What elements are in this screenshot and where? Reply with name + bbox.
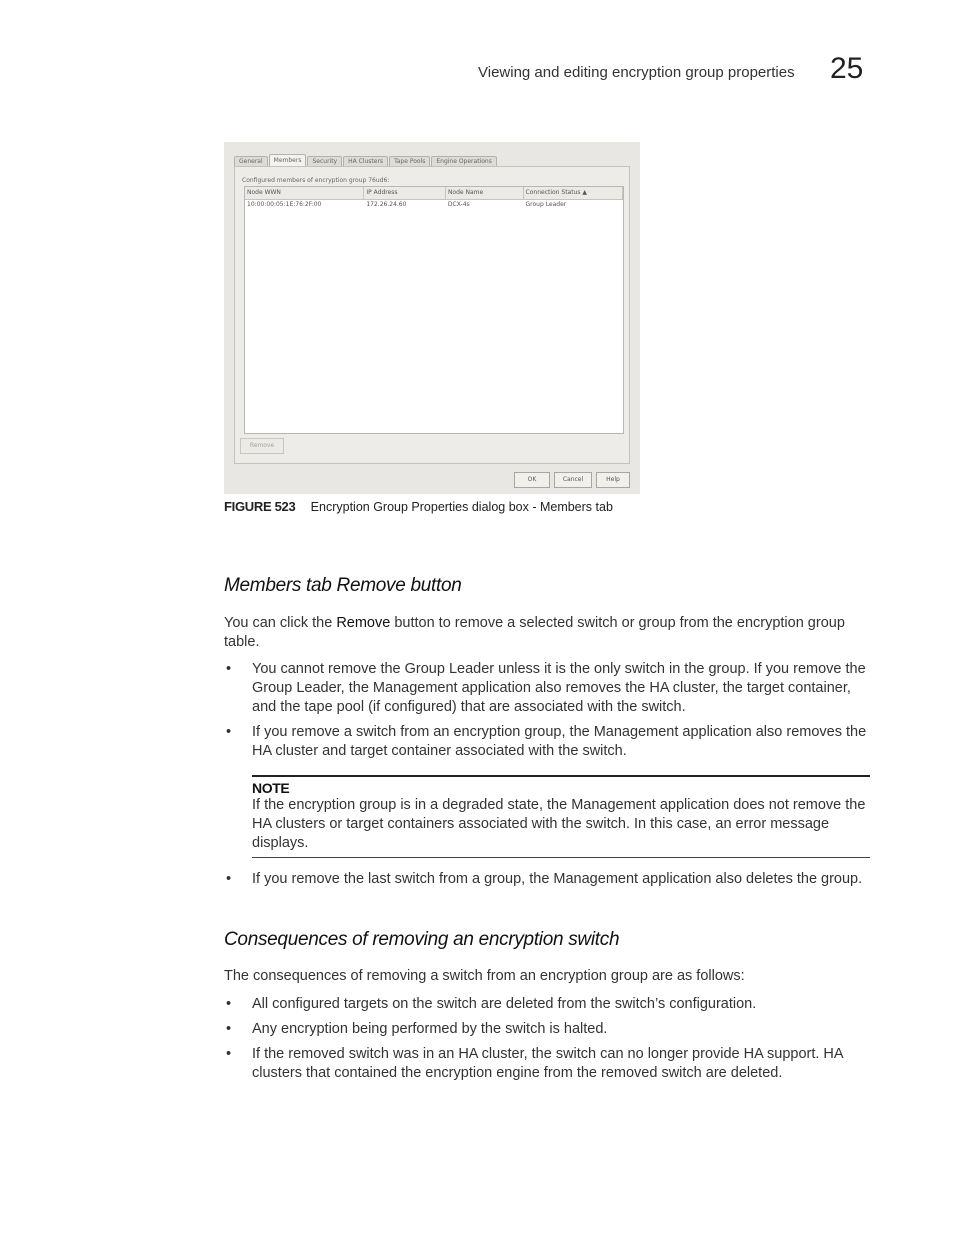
cell-connection-status: Group Leader — [525, 201, 567, 208]
column-header-node-wwn[interactable]: Node WWN — [245, 187, 364, 199]
running-header-title: Viewing and editing encryption group properties — [478, 64, 795, 81]
figure-caption-text: Encryption Group Properties dialog box - Members tab — [310, 500, 613, 514]
column-header-connection-status[interactable]: Connection Status ▲ — [524, 187, 623, 199]
members-table-caption: Configured members of encryption group 76ud6: — [242, 177, 390, 184]
bullet-icon: • — [226, 996, 232, 1012]
intro-text-after: button to remove a selected switch or group from the encryption group table. — [224, 615, 845, 650]
chapter-number: 25 — [830, 52, 864, 85]
list-item-text: Any encryption being performed by the switch is halted. — [252, 1021, 608, 1037]
section-heading-consequences: Consequences of removing an encryption switch — [224, 929, 620, 950]
cell-ip-address: 172.26.24.60 — [366, 201, 407, 208]
tab-tape-pools[interactable]: Tape Pools — [389, 156, 430, 167]
intro-text-before: You can click the — [224, 615, 337, 631]
list-item-text: If you remove a switch from an encryption group, the Management application also removes the HA cluster and target container associated with the switch. — [252, 724, 867, 759]
note-text: If the encryption group is in a degraded state, the Management application does not remove the HA clusters or target containers associated with the switch. In this case, an error message displays. — [252, 797, 866, 851]
section2-intro: The consequences of removing a switch from an encryption group are as follows: — [224, 968, 745, 984]
bullet-icon: • — [226, 1046, 232, 1062]
column-header-ip-address[interactable]: IP Address — [364, 187, 446, 199]
list-item-text: If the removed switch was in an HA cluster, the switch can no longer provide HA support. HA clusters that contained the encryption engine from the removed switch are deleted. — [252, 1046, 843, 1081]
note-label: NOTE — [252, 780, 290, 796]
list-item-text: All configured targets on the switch are deleted from the switch’s configuration. — [252, 996, 757, 1012]
figure-caption — [224, 499, 613, 514]
dialog-tab-bar — [234, 154, 498, 166]
tab-general[interactable]: General — [234, 156, 268, 167]
bullet-icon: • — [226, 661, 232, 677]
cell-node-wwn: 10:00:00:05:1E:76:2F:00 — [247, 201, 322, 208]
help-button[interactable]: Help — [596, 472, 630, 488]
cancel-button[interactable]: Cancel — [554, 472, 592, 488]
cell-node-name: DCX-4s — [447, 201, 470, 208]
tab-security[interactable]: Security — [307, 156, 342, 167]
tab-members[interactable]: Members — [269, 154, 307, 167]
tab-ha-clusters[interactable]: HA Clusters — [343, 156, 388, 167]
remove-button[interactable]: Remove — [240, 438, 284, 454]
list-item-text: You cannot remove the Group Leader unless it is the only switch in the group. If you remove the Group Leader, the Management application also removes the HA cluster, the target container, and the tape pool (if configured) that are associated with the switch. — [252, 661, 866, 715]
section-heading-remove-button: Members tab Remove button — [224, 575, 462, 596]
members-table — [244, 186, 624, 434]
table-row[interactable] — [245, 200, 623, 210]
tab-engine-operations[interactable]: Engine Operations — [431, 156, 496, 167]
remove-keyword: Remove — [336, 615, 391, 631]
ok-button[interactable]: OK — [514, 472, 550, 488]
column-header-node-name[interactable]: Node Name — [446, 187, 524, 199]
list-item-text: If you remove the last switch from a group, the Management application also deletes the group. — [252, 871, 863, 887]
bullet-icon: • — [226, 871, 232, 887]
members-panel — [234, 166, 630, 464]
note-box — [252, 775, 870, 858]
table-header — [245, 187, 623, 200]
bullet-icon: • — [226, 724, 232, 740]
section1-intro — [224, 614, 864, 652]
encryption-group-properties-dialog — [224, 142, 640, 494]
figure-label: FIGURE 523 — [224, 499, 296, 514]
bullet-icon: • — [226, 1021, 232, 1037]
